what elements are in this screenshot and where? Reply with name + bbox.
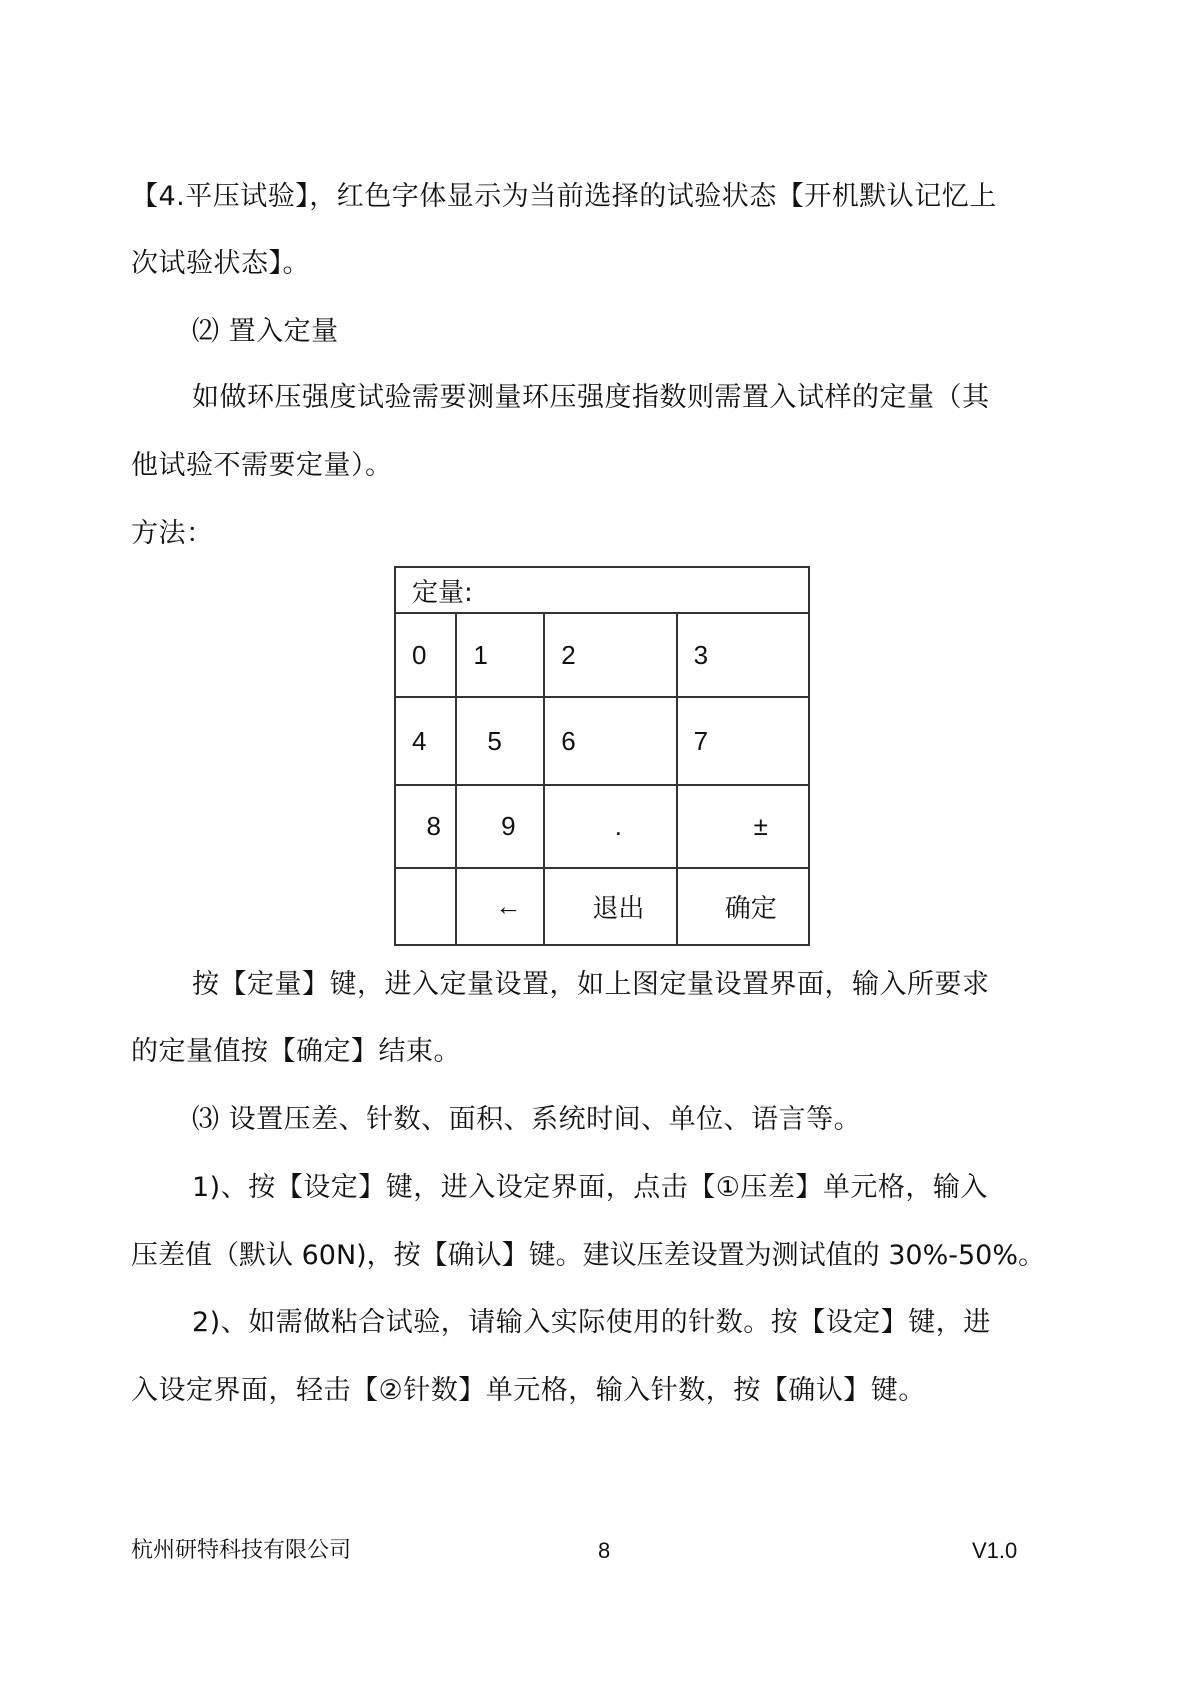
key-8[interactable]: 8	[395, 785, 456, 868]
method-label: 方法：	[131, 518, 214, 549]
footer-company: 杭州研特科技有限公司	[131, 1538, 352, 1563]
paragraph-line: 1)、按【设定】键，进入设定界面，点击【①压差】单元格，输入	[192, 1172, 988, 1203]
key-decimal[interactable]: .	[544, 785, 676, 868]
quantity-keypad	[394, 566, 810, 946]
key-confirm[interactable]: 确定	[677, 868, 809, 945]
key-2[interactable]: 2	[544, 613, 676, 697]
key-plus-minus[interactable]: ±	[677, 785, 809, 868]
paragraph-line: 次试验状态】。	[131, 248, 310, 279]
paragraph-line: 他试验不需要定量）。	[131, 450, 393, 481]
paragraph-line: 2)、如需做粘合试验，请输入实际使用的针数。按【设定】键，进	[192, 1307, 991, 1338]
key-3[interactable]: 3	[677, 613, 809, 697]
key-9[interactable]: 9	[456, 785, 544, 868]
paragraph-line: 按【定量】键，进入定量设置，如上图定量设置界面，输入所要求	[192, 969, 990, 1000]
paragraph-line: 压差值（默认 60N)，按【确认】键。建议压差设置为测试值的 30%-50%。	[131, 1240, 1046, 1271]
paragraph-line: 如做环压强度试验需要测量环压强度指数则需置入试样的定量（其	[192, 382, 990, 413]
section-heading: ⑵ 置入定量	[192, 316, 339, 347]
paragraph-line: 的定量值按【确定】结束。	[131, 1036, 461, 1067]
paragraph-line: 【4.平压试验】，红色字体显示为当前选择的试验状态【开机默认记忆上	[131, 181, 997, 212]
paragraph-line: 入设定界面，轻击【②针数】单元格，输入针数，按【确认】键。	[131, 1375, 926, 1406]
footer-version: V1.0	[972, 1538, 1018, 1563]
keypad-title: 定量:	[395, 567, 809, 613]
key-1[interactable]: 1	[456, 613, 544, 697]
key-4[interactable]: 4	[395, 697, 456, 785]
key-empty	[395, 868, 456, 945]
key-exit[interactable]: 退出	[544, 868, 676, 945]
key-backspace[interactable]: ←	[456, 868, 544, 945]
section-heading: ⑶ 设置压差、针数、面积、系统时间、单位、语言等。	[192, 1104, 862, 1135]
key-0[interactable]: 0	[395, 613, 456, 697]
footer-page-number: 8	[598, 1538, 611, 1563]
key-6[interactable]: 6	[544, 697, 676, 785]
key-5[interactable]: 5	[456, 697, 544, 785]
key-7[interactable]: 7	[677, 697, 809, 785]
